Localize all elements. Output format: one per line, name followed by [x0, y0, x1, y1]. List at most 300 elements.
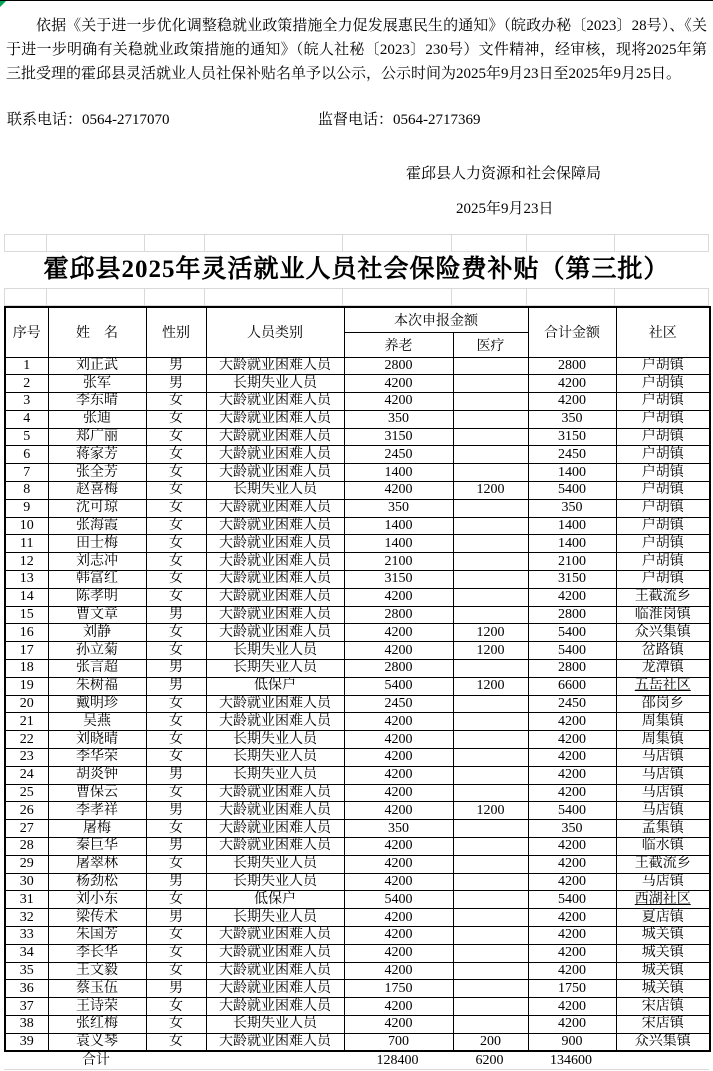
cell-name[interactable]: 戴明珍 [48, 695, 146, 713]
cell-category[interactable]: 长期失业人员 [206, 855, 344, 873]
cell-seq[interactable]: 9 [5, 499, 48, 517]
cell-name[interactable]: 张军 [48, 375, 146, 393]
empty-cell[interactable] [343, 235, 452, 251]
cell-community[interactable]: 户胡镇 [616, 357, 710, 375]
cell-category[interactable]: 大龄就业困难人员 [206, 410, 344, 428]
cell-pension[interactable]: 4200 [344, 873, 453, 891]
cell-total[interactable]: 4200 [528, 962, 616, 980]
cell-total[interactable]: 4200 [528, 784, 616, 802]
header-pension[interactable]: 养老 [344, 332, 453, 357]
cell-seq[interactable]: 12 [5, 553, 48, 571]
cell-gender[interactable]: 女 [146, 446, 206, 464]
cell-category[interactable]: 大龄就业困难人员 [206, 428, 344, 446]
cell-community[interactable]: 户胡镇 [616, 464, 710, 482]
cell-pension[interactable]: 4200 [344, 838, 453, 856]
cell-medical[interactable]: 1200 [453, 677, 528, 695]
cell-gender[interactable]: 女 [146, 891, 206, 909]
cell-name[interactable]: 李华荣 [48, 749, 146, 767]
cell-gender[interactable]: 女 [146, 410, 206, 428]
cell-seq[interactable]: 2 [5, 375, 48, 393]
cell-medical[interactable] [453, 357, 528, 375]
cell-medical[interactable] [453, 944, 528, 962]
cell-name[interactable]: 陈孝明 [48, 588, 146, 606]
cell-pension[interactable]: 1400 [344, 517, 453, 535]
cell-seq[interactable]: 15 [5, 606, 48, 624]
cell-gender[interactable]: 男 [146, 357, 206, 375]
cell-pension[interactable]: 4200 [344, 713, 453, 731]
cell-pension[interactable]: 3150 [344, 571, 453, 589]
cell-community[interactable]: 西湖社区 [616, 891, 710, 909]
cell-name[interactable]: 张言超 [48, 660, 146, 678]
cell-seq[interactable]: 14 [5, 588, 48, 606]
cell-medical[interactable]: 1200 [453, 642, 528, 660]
cell-medical[interactable] [453, 446, 528, 464]
empty-cell[interactable] [615, 289, 709, 305]
cell-name[interactable]: 秦巨华 [48, 838, 146, 856]
empty-cell[interactable] [452, 235, 527, 251]
cell-community[interactable]: 户胡镇 [616, 393, 710, 411]
cell-seq[interactable]: 22 [5, 731, 48, 749]
cell-community[interactable]: 户胡镇 [616, 375, 710, 393]
cell-community[interactable]: 孟集镇 [616, 820, 710, 838]
cell-medical[interactable] [453, 375, 528, 393]
cell-total[interactable]: 3150 [528, 428, 616, 446]
cell-seq[interactable]: 18 [5, 660, 48, 678]
cell-total[interactable]: 4200 [528, 588, 616, 606]
cell-community[interactable]: 众兴集镇 [616, 1033, 710, 1051]
cell-total[interactable]: 4200 [528, 855, 616, 873]
cell-medical[interactable] [453, 766, 528, 784]
cell-gender[interactable]: 女 [146, 499, 206, 517]
cell-seq[interactable]: 1 [5, 357, 48, 375]
cell-gender[interactable]: 女 [146, 944, 206, 962]
cell-pension[interactable]: 1400 [344, 535, 453, 553]
cell-seq[interactable]: 31 [5, 891, 48, 909]
empty-cell[interactable] [4, 235, 47, 251]
cell-total[interactable]: 3150 [528, 571, 616, 589]
cell-name[interactable]: 赵喜梅 [48, 482, 146, 500]
cell-category[interactable]: 大龄就业困难人员 [206, 553, 344, 571]
empty-cell[interactable] [343, 289, 452, 305]
cell-total[interactable]: 4200 [528, 393, 616, 411]
cell-total[interactable]: 2450 [528, 446, 616, 464]
cell-total[interactable]: 5400 [528, 891, 616, 909]
cell-name[interactable]: 刘正武 [48, 357, 146, 375]
cell-total[interactable]: 4200 [528, 375, 616, 393]
cell-medical[interactable] [453, 962, 528, 980]
cell-seq[interactable]: 38 [5, 1015, 48, 1033]
summary-label[interactable]: 合计 [82, 1053, 110, 1069]
cell-seq[interactable]: 16 [5, 624, 48, 642]
cell-community[interactable]: 户胡镇 [616, 571, 710, 589]
cell-category[interactable]: 低保户 [206, 677, 344, 695]
cell-seq[interactable]: 30 [5, 873, 48, 891]
empty-cell[interactable] [205, 289, 343, 305]
cell-category[interactable]: 大龄就业困难人员 [206, 571, 344, 589]
cell-seq[interactable]: 23 [5, 749, 48, 767]
cell-pension[interactable]: 4200 [344, 998, 453, 1016]
cell-pension[interactable]: 2100 [344, 553, 453, 571]
cell-community[interactable]: 马店镇 [616, 802, 710, 820]
cell-name[interactable]: 刘晓晴 [48, 731, 146, 749]
cell-gender[interactable]: 女 [146, 962, 206, 980]
cell-category[interactable]: 长期失业人员 [206, 642, 344, 660]
cell-seq[interactable]: 39 [5, 1033, 48, 1051]
cell-medical[interactable] [453, 713, 528, 731]
cell-medical[interactable] [453, 695, 528, 713]
cell-gender[interactable]: 女 [146, 695, 206, 713]
header-community[interactable]: 社区 [616, 307, 710, 357]
cell-total[interactable]: 4200 [528, 838, 616, 856]
cell-total[interactable]: 4200 [528, 713, 616, 731]
cell-community[interactable]: 邵岗乡 [616, 695, 710, 713]
cell-seq[interactable]: 20 [5, 695, 48, 713]
cell-pension[interactable]: 4200 [344, 1015, 453, 1033]
cell-community[interactable]: 夏店镇 [616, 909, 710, 927]
cell-category[interactable]: 大龄就业困难人员 [206, 695, 344, 713]
header-gender[interactable]: 性别 [146, 307, 206, 357]
empty-cell[interactable] [615, 235, 709, 251]
cell-category[interactable]: 大龄就业困难人员 [206, 838, 344, 856]
empty-cell[interactable] [527, 235, 615, 251]
cell-pension[interactable]: 350 [344, 410, 453, 428]
summary-medical-total[interactable]: 6200 [475, 1053, 504, 1069]
header-medical[interactable]: 医疗 [453, 332, 528, 357]
cell-gender[interactable]: 男 [146, 838, 206, 856]
cell-seq[interactable]: 29 [5, 855, 48, 873]
cell-category[interactable]: 大龄就业困难人员 [206, 713, 344, 731]
cell-seq[interactable]: 11 [5, 535, 48, 553]
cell-community[interactable]: 户胡镇 [616, 517, 710, 535]
cell-community[interactable]: 临淮岗镇 [616, 606, 710, 624]
cell-total[interactable]: 2800 [528, 660, 616, 678]
cell-gender[interactable]: 女 [146, 482, 206, 500]
cell-category[interactable]: 大龄就业困难人员 [206, 962, 344, 980]
cell-seq[interactable]: 26 [5, 802, 48, 820]
cell-name[interactable]: 张红梅 [48, 1015, 146, 1033]
cell-name[interactable]: 郑广丽 [48, 428, 146, 446]
cell-seq[interactable]: 32 [5, 909, 48, 927]
cell-pension[interactable]: 4200 [344, 393, 453, 411]
cell-pension[interactable]: 4200 [344, 927, 453, 945]
cell-medical[interactable] [453, 980, 528, 998]
cell-community[interactable]: 城关镇 [616, 927, 710, 945]
cell-seq[interactable]: 24 [5, 766, 48, 784]
cell-community[interactable]: 户胡镇 [616, 535, 710, 553]
cell-community[interactable]: 城关镇 [616, 944, 710, 962]
cell-pension[interactable]: 1750 [344, 980, 453, 998]
cell-total[interactable]: 2100 [528, 553, 616, 571]
cell-name[interactable]: 李孝祥 [48, 802, 146, 820]
cell-seq[interactable]: 35 [5, 962, 48, 980]
cell-category[interactable]: 大龄就业困难人员 [206, 1033, 344, 1051]
empty-cell[interactable] [452, 289, 527, 305]
cell-seq[interactable]: 27 [5, 820, 48, 838]
cell-community[interactable]: 城关镇 [616, 962, 710, 980]
cell-community[interactable]: 宋店镇 [616, 998, 710, 1016]
cell-gender[interactable]: 女 [146, 855, 206, 873]
header-declared-amount-group[interactable]: 本次申报金额 [344, 307, 528, 332]
cell-total[interactable]: 4200 [528, 909, 616, 927]
cell-medical[interactable] [453, 499, 528, 517]
cell-total[interactable]: 4200 [528, 731, 616, 749]
cell-community[interactable]: 五岳社区 [616, 677, 710, 695]
cell-total[interactable]: 350 [528, 410, 616, 428]
cell-medical[interactable] [453, 660, 528, 678]
header-category[interactable]: 人员类别 [206, 307, 344, 357]
cell-name[interactable]: 李长华 [48, 944, 146, 962]
cell-gender[interactable]: 女 [146, 820, 206, 838]
cell-pension[interactable]: 3150 [344, 428, 453, 446]
cell-total[interactable]: 350 [528, 499, 616, 517]
cell-category[interactable]: 长期失业人员 [206, 731, 344, 749]
cell-total[interactable]: 1400 [528, 517, 616, 535]
cell-gender[interactable]: 女 [146, 393, 206, 411]
cell-medical[interactable] [453, 393, 528, 411]
cell-community[interactable]: 龙潭镇 [616, 660, 710, 678]
summary-empty-gender[interactable] [145, 1052, 205, 1069]
cell-medical[interactable] [453, 784, 528, 802]
cell-medical[interactable] [453, 535, 528, 553]
cell-medical[interactable] [453, 1015, 528, 1033]
cell-seq[interactable]: 7 [5, 464, 48, 482]
cell-seq[interactable]: 6 [5, 446, 48, 464]
empty-cell[interactable] [4, 289, 47, 305]
cell-community[interactable]: 户胡镇 [616, 482, 710, 500]
cell-name[interactable]: 刘小东 [48, 891, 146, 909]
cell-medical[interactable] [453, 749, 528, 767]
cell-pension[interactable]: 4200 [344, 642, 453, 660]
cell-category[interactable]: 大龄就业困难人员 [206, 944, 344, 962]
cell-name[interactable]: 沈可琼 [48, 499, 146, 517]
cell-pension[interactable]: 4200 [344, 855, 453, 873]
cell-medical[interactable] [453, 909, 528, 927]
empty-cell[interactable] [145, 289, 205, 305]
cell-community[interactable]: 马店镇 [616, 766, 710, 784]
cell-gender[interactable]: 女 [146, 642, 206, 660]
empty-cell[interactable] [205, 235, 343, 251]
cell-gender[interactable]: 女 [146, 1015, 206, 1033]
cell-medical[interactable] [453, 855, 528, 873]
summary-pension-total[interactable]: 128400 [376, 1053, 419, 1069]
cell-medical[interactable] [453, 410, 528, 428]
cell-name[interactable]: 王文毅 [48, 962, 146, 980]
cell-name[interactable]: 曹保云 [48, 784, 146, 802]
cell-pension[interactable]: 4200 [344, 802, 453, 820]
cell-medical[interactable] [453, 873, 528, 891]
cell-pension[interactable]: 4200 [344, 731, 453, 749]
cell-medical[interactable]: 1200 [453, 482, 528, 500]
cell-seq[interactable]: 25 [5, 784, 48, 802]
cell-name[interactable]: 张全芳 [48, 464, 146, 482]
cell-pension[interactable]: 4200 [344, 749, 453, 767]
cell-category[interactable]: 大龄就业困难人员 [206, 820, 344, 838]
cell-gender[interactable]: 男 [146, 677, 206, 695]
cell-category[interactable]: 大龄就业困难人员 [206, 357, 344, 375]
cell-category[interactable]: 长期失业人员 [206, 766, 344, 784]
cell-seq[interactable]: 10 [5, 517, 48, 535]
cell-total[interactable]: 4200 [528, 1015, 616, 1033]
cell-pension[interactable]: 5400 [344, 891, 453, 909]
cell-name[interactable]: 朱树福 [48, 677, 146, 695]
cell-name[interactable]: 袁义琴 [48, 1033, 146, 1051]
cell-community[interactable]: 周集镇 [616, 731, 710, 749]
cell-total[interactable]: 1400 [528, 464, 616, 482]
cell-pension[interactable]: 4200 [344, 375, 453, 393]
summary-grand-total[interactable]: 134600 [550, 1053, 592, 1069]
cell-name[interactable]: 蒋家芳 [48, 446, 146, 464]
cell-gender[interactable]: 女 [146, 464, 206, 482]
cell-gender[interactable]: 女 [146, 927, 206, 945]
cell-seq[interactable]: 36 [5, 980, 48, 998]
cell-category[interactable]: 长期失业人员 [206, 1015, 344, 1033]
cell-medical[interactable]: 1200 [453, 802, 528, 820]
summary-empty-community[interactable] [615, 1052, 709, 1069]
summary-empty-seq[interactable] [4, 1052, 47, 1069]
cell-seq[interactable]: 4 [5, 410, 48, 428]
cell-category[interactable]: 大龄就业困难人员 [206, 927, 344, 945]
cell-community[interactable]: 户胡镇 [616, 446, 710, 464]
cell-medical[interactable] [453, 517, 528, 535]
cell-pension[interactable]: 1400 [344, 464, 453, 482]
cell-name[interactable]: 曹文章 [48, 606, 146, 624]
cell-community[interactable]: 马店镇 [616, 749, 710, 767]
cell-seq[interactable]: 13 [5, 571, 48, 589]
cell-seq[interactable]: 34 [5, 944, 48, 962]
header-total-amount[interactable]: 合计金额 [528, 307, 616, 357]
cell-category[interactable]: 大龄就业困难人员 [206, 588, 344, 606]
cell-gender[interactable]: 女 [146, 1033, 206, 1051]
cell-pension[interactable]: 4200 [344, 482, 453, 500]
cell-pension[interactable]: 350 [344, 820, 453, 838]
cell-gender[interactable]: 女 [146, 553, 206, 571]
cell-category[interactable]: 大龄就业困难人员 [206, 393, 344, 411]
cell-name[interactable]: 张迪 [48, 410, 146, 428]
cell-pension[interactable]: 4200 [344, 944, 453, 962]
cell-total[interactable]: 1400 [528, 535, 616, 553]
cell-medical[interactable] [453, 731, 528, 749]
empty-cell[interactable] [145, 235, 205, 251]
cell-community[interactable]: 户胡镇 [616, 410, 710, 428]
cell-medical[interactable] [453, 464, 528, 482]
cell-gender[interactable]: 女 [146, 588, 206, 606]
empty-cell[interactable] [527, 289, 615, 305]
cell-gender[interactable]: 女 [146, 731, 206, 749]
cell-seq[interactable]: 28 [5, 838, 48, 856]
cell-pension[interactable]: 2450 [344, 695, 453, 713]
cell-gender[interactable]: 男 [146, 606, 206, 624]
cell-category[interactable]: 大龄就业困难人员 [206, 998, 344, 1016]
cell-community[interactable]: 城关镇 [616, 980, 710, 998]
cell-pension[interactable]: 2450 [344, 446, 453, 464]
empty-cell[interactable] [47, 289, 145, 305]
cell-seq[interactable]: 21 [5, 713, 48, 731]
cell-gender[interactable]: 女 [146, 749, 206, 767]
cell-seq[interactable]: 37 [5, 998, 48, 1016]
header-seq[interactable]: 序号 [5, 307, 48, 357]
cell-name[interactable]: 韩富红 [48, 571, 146, 589]
cell-category[interactable]: 大龄就业困难人员 [206, 802, 344, 820]
cell-community[interactable]: 王截流乡 [616, 588, 710, 606]
cell-medical[interactable] [453, 588, 528, 606]
cell-medical[interactable]: 1200 [453, 624, 528, 642]
cell-seq[interactable]: 3 [5, 393, 48, 411]
cell-name[interactable]: 屠梅 [48, 820, 146, 838]
cell-total[interactable]: 900 [528, 1033, 616, 1051]
cell-pension[interactable]: 4200 [344, 909, 453, 927]
cell-medical[interactable] [453, 838, 528, 856]
cell-category[interactable]: 长期失业人员 [206, 660, 344, 678]
cell-gender[interactable]: 男 [146, 873, 206, 891]
cell-community[interactable]: 户胡镇 [616, 428, 710, 446]
cell-pension[interactable]: 4200 [344, 624, 453, 642]
cell-pension[interactable]: 4200 [344, 588, 453, 606]
cell-category[interactable]: 大龄就业困难人员 [206, 535, 344, 553]
cell-name[interactable]: 朱国芳 [48, 927, 146, 945]
cell-community[interactable]: 临水镇 [616, 838, 710, 856]
cell-community[interactable]: 周集镇 [616, 713, 710, 731]
cell-medical[interactable] [453, 820, 528, 838]
cell-pension[interactable]: 2800 [344, 660, 453, 678]
cell-name[interactable]: 胡炎钟 [48, 766, 146, 784]
cell-medical[interactable] [453, 553, 528, 571]
cell-pension[interactable]: 700 [344, 1033, 453, 1051]
cell-category[interactable]: 长期失业人员 [206, 749, 344, 767]
cell-medical[interactable] [453, 998, 528, 1016]
cell-medical[interactable] [453, 891, 528, 909]
cell-category[interactable]: 大龄就业困难人员 [206, 784, 344, 802]
cell-total[interactable]: 5400 [528, 642, 616, 660]
cell-name[interactable]: 杨劲松 [48, 873, 146, 891]
cell-medical[interactable] [453, 428, 528, 446]
cell-medical[interactable] [453, 927, 528, 945]
cell-gender[interactable]: 男 [146, 375, 206, 393]
cell-gender[interactable]: 女 [146, 713, 206, 731]
cell-name[interactable]: 刘静 [48, 624, 146, 642]
cell-name[interactable]: 李东晴 [48, 393, 146, 411]
cell-pension[interactable]: 4200 [344, 962, 453, 980]
cell-community[interactable]: 众兴集镇 [616, 624, 710, 642]
cell-name[interactable]: 屠翠林 [48, 855, 146, 873]
cell-total[interactable]: 5400 [528, 624, 616, 642]
cell-total[interactable]: 2800 [528, 357, 616, 375]
cell-gender[interactable]: 男 [146, 980, 206, 998]
cell-name[interactable]: 蔡玉伍 [48, 980, 146, 998]
cell-gender[interactable]: 女 [146, 571, 206, 589]
cell-community[interactable]: 岔路镇 [616, 642, 710, 660]
cell-name[interactable]: 张海霞 [48, 517, 146, 535]
cell-pension[interactable]: 350 [344, 499, 453, 517]
cell-name[interactable]: 孙立菊 [48, 642, 146, 660]
cell-total[interactable]: 4200 [528, 749, 616, 767]
cell-community[interactable]: 宋店镇 [616, 1015, 710, 1033]
cell-category[interactable]: 长期失业人员 [206, 375, 344, 393]
cell-category[interactable]: 大龄就业困难人员 [206, 606, 344, 624]
cell-total[interactable]: 5400 [528, 482, 616, 500]
cell-community[interactable]: 户胡镇 [616, 499, 710, 517]
cell-seq[interactable]: 5 [5, 428, 48, 446]
cell-category[interactable]: 长期失业人员 [206, 482, 344, 500]
cell-pension[interactable]: 4200 [344, 784, 453, 802]
cell-total[interactable]: 350 [528, 820, 616, 838]
cell-gender[interactable]: 男 [146, 802, 206, 820]
cell-pension[interactable]: 5400 [344, 677, 453, 695]
cell-pension[interactable]: 2800 [344, 357, 453, 375]
cell-name[interactable]: 王诗荣 [48, 998, 146, 1016]
cell-name[interactable]: 刘志冲 [48, 553, 146, 571]
cell-category[interactable]: 大龄就业困难人员 [206, 624, 344, 642]
cell-name[interactable]: 梁传术 [48, 909, 146, 927]
